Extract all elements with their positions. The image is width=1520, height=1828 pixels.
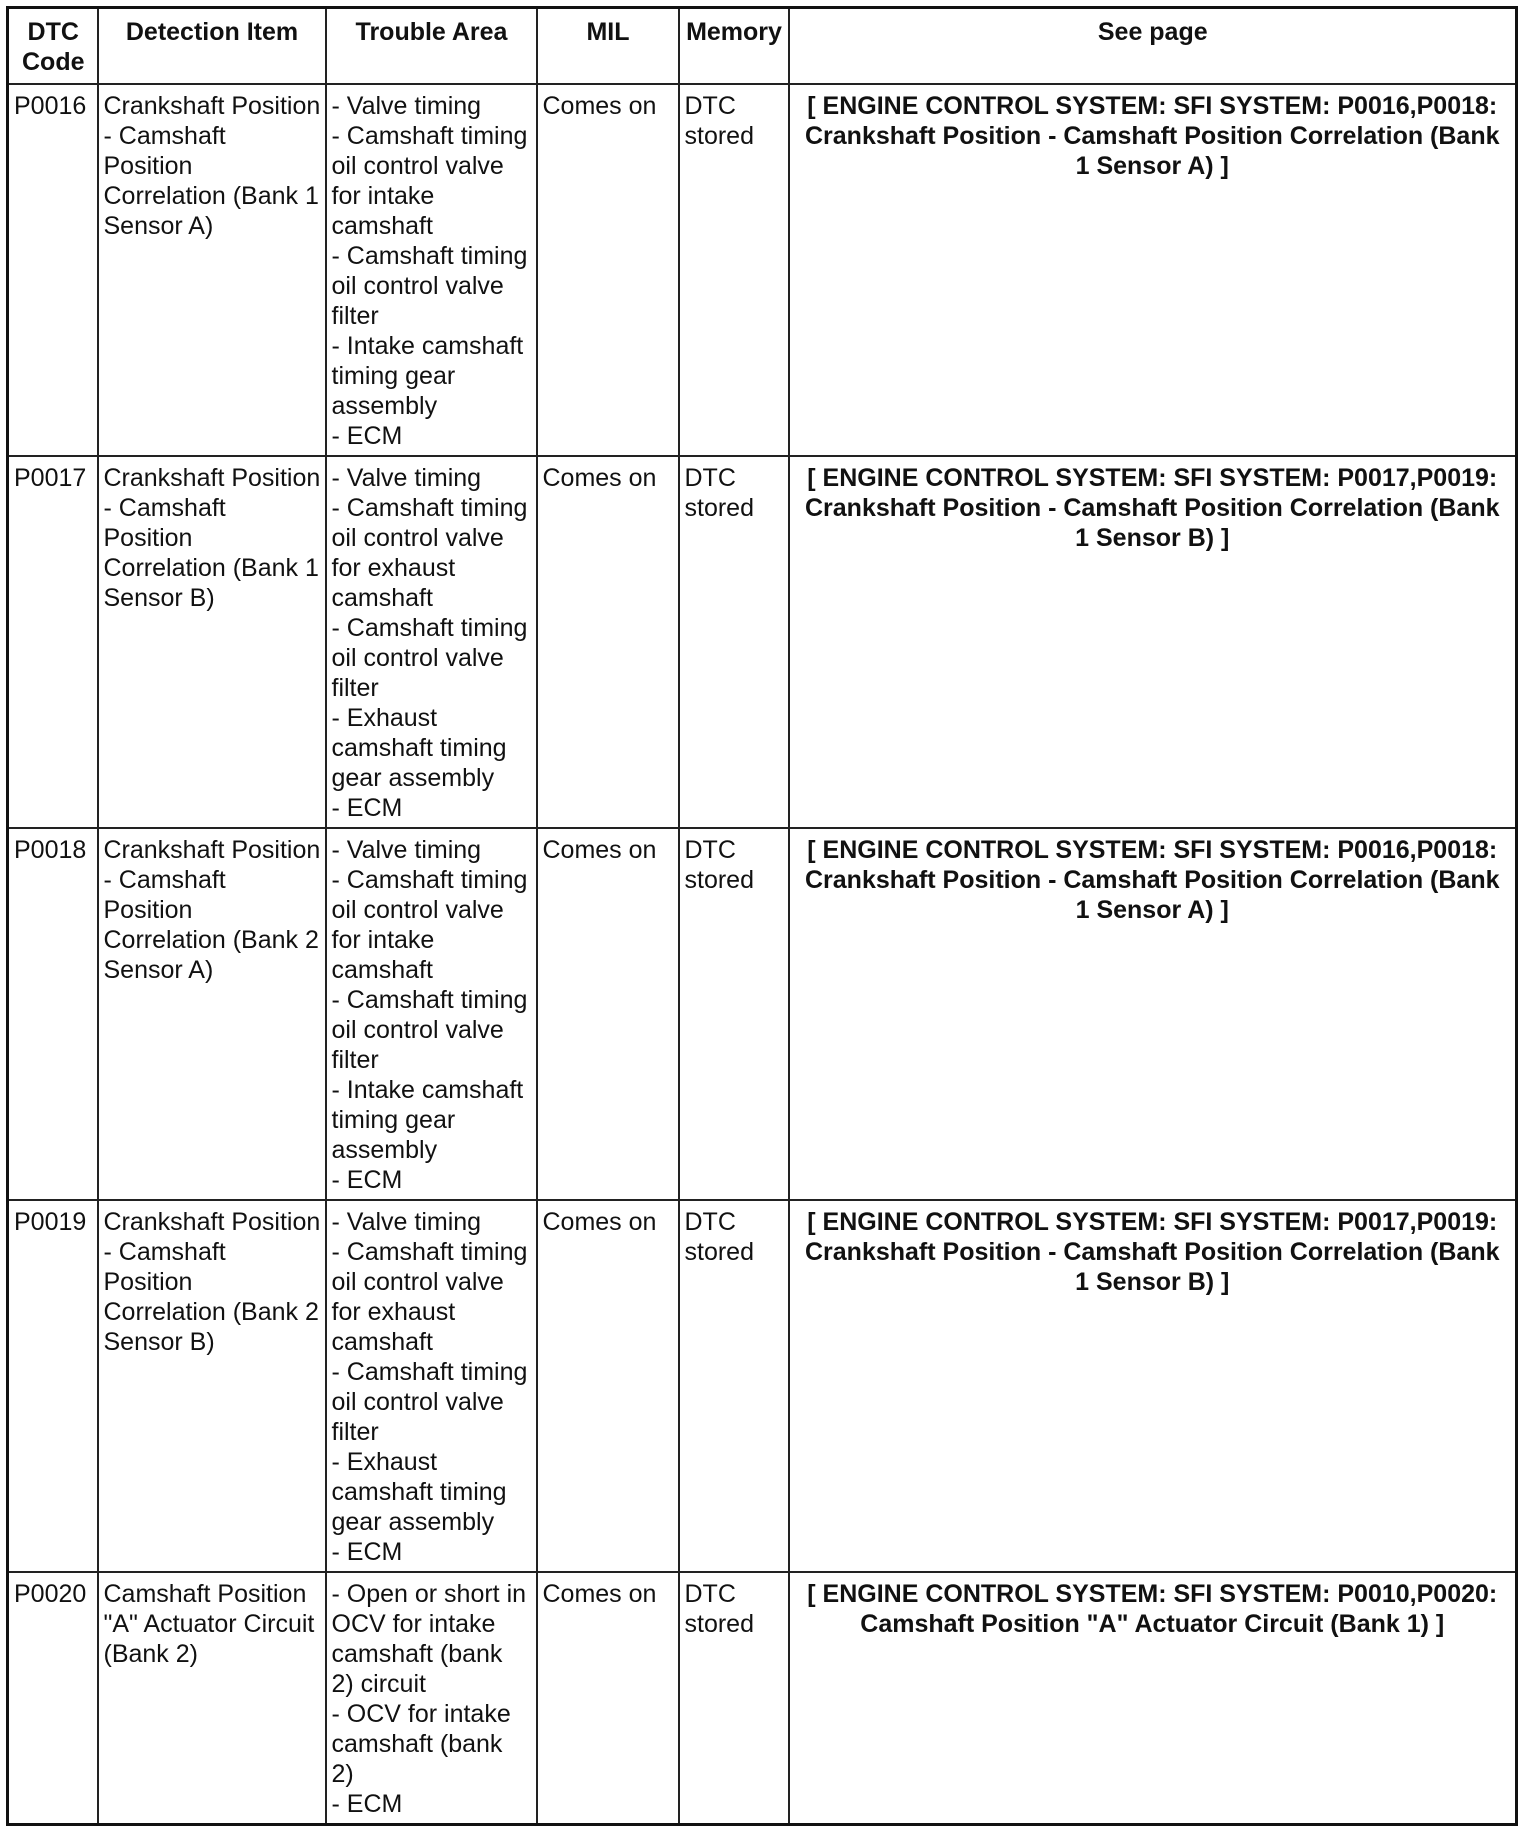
trouble-area-line: - Open or short in OCV for intake camshaft (bank 2) circuit bbox=[331, 1580, 527, 1698]
trouble-area-line: - ECM bbox=[331, 1538, 403, 1566]
trouble-area-line: - Camshaft timing oil control valve for intake camshaft bbox=[331, 866, 528, 984]
dtc-code-cell: P0017 bbox=[8, 456, 98, 828]
table-row bbox=[8, 84, 1517, 456]
table-row bbox=[8, 1200, 1517, 1572]
trouble-area-line: - ECM bbox=[331, 1166, 403, 1194]
trouble-area-cell bbox=[326, 1200, 537, 1572]
table-header-row bbox=[8, 8, 1517, 85]
see-page-link[interactable]: [ ENGINE CONTROL SYSTEM: SFI SYSTEM: P0010,P0020: Camshaft Position "A" Actuator Circuit (Bank 1) ] bbox=[789, 1572, 1517, 1825]
trouble-area-line: - Intake camshaft timing gear assembly bbox=[331, 332, 524, 420]
mil-cell: Comes on bbox=[537, 828, 679, 1200]
trouble-area-line: - Camshaft timing oil control valve for intake camshaft bbox=[331, 122, 528, 240]
header-memory: Memory bbox=[679, 8, 789, 85]
see-page-link[interactable]: [ ENGINE CONTROL SYSTEM: SFI SYSTEM: P0017,P0019: Crankshaft Position - Camshaft Position Correlation (Bank 1 Sensor B) ] bbox=[789, 1200, 1517, 1572]
mil-cell: Comes on bbox=[537, 456, 679, 828]
table-row bbox=[8, 828, 1517, 1200]
trouble-area-line: - Valve timing bbox=[331, 836, 482, 864]
detection-item-cell: Camshaft Position "A" Actuator Circuit (Bank 2) bbox=[98, 1572, 326, 1825]
header-trouble-area: Trouble Area bbox=[326, 8, 537, 85]
trouble-area-line: - ECM bbox=[331, 422, 403, 450]
trouble-area-line: - Valve timing bbox=[331, 1208, 482, 1236]
trouble-area-cell bbox=[326, 1572, 537, 1825]
trouble-area-line: - Camshaft timing oil control valve for exhaust camshaft bbox=[331, 1238, 528, 1356]
trouble-area-line: - Camshaft timing oil control valve filter bbox=[331, 242, 528, 330]
dtc-code-cell: P0018 bbox=[8, 828, 98, 1200]
detection-item-cell: Crankshaft Position - Camshaft Position Correlation (Bank 1 Sensor A) bbox=[98, 84, 326, 456]
see-page-link[interactable]: [ ENGINE CONTROL SYSTEM: SFI SYSTEM: P0017,P0019: Crankshaft Position - Camshaft Position Correlation (Bank 1 Sensor B) ] bbox=[789, 456, 1517, 828]
dtc-table bbox=[6, 6, 1518, 1826]
trouble-area-cell bbox=[326, 456, 537, 828]
trouble-area-line: - Intake camshaft timing gear assembly bbox=[331, 1076, 524, 1164]
detection-item-cell: Crankshaft Position - Camshaft Position Correlation (Bank 1 Sensor B) bbox=[98, 456, 326, 828]
mil-cell: Comes on bbox=[537, 1200, 679, 1572]
trouble-area-line: - Camshaft timing oil control valve for exhaust camshaft bbox=[331, 494, 528, 612]
memory-cell: DTC stored bbox=[679, 1572, 789, 1825]
memory-cell: DTC stored bbox=[679, 828, 789, 1200]
trouble-area-line: - OCV for intake camshaft (bank 2) bbox=[331, 1700, 511, 1788]
mil-cell: Comes on bbox=[537, 1572, 679, 1825]
trouble-area-cell bbox=[326, 828, 537, 1200]
memory-cell: DTC stored bbox=[679, 456, 789, 828]
trouble-area-line: - Camshaft timing oil control valve filter bbox=[331, 1358, 528, 1446]
memory-cell: DTC stored bbox=[679, 1200, 789, 1572]
memory-cell: DTC stored bbox=[679, 84, 789, 456]
detection-item-cell: Crankshaft Position - Camshaft Position Correlation (Bank 2 Sensor B) bbox=[98, 1200, 326, 1572]
trouble-area-line: - Camshaft timing oil control valve filter bbox=[331, 986, 528, 1074]
dtc-table-container bbox=[6, 6, 1515, 1826]
header-mil: MIL bbox=[537, 8, 679, 85]
dtc-code-cell: P0019 bbox=[8, 1200, 98, 1572]
table-row bbox=[8, 456, 1517, 828]
trouble-area-line: - ECM bbox=[331, 794, 403, 822]
detection-item-cell: Crankshaft Position - Camshaft Position Correlation (Bank 2 Sensor A) bbox=[98, 828, 326, 1200]
header-see-page: See page bbox=[789, 8, 1517, 85]
trouble-area-cell bbox=[326, 84, 537, 456]
dtc-code-cell: P0016 bbox=[8, 84, 98, 456]
trouble-area-line: - Exhaust camshaft timing gear assembly bbox=[331, 1448, 507, 1536]
dtc-code-cell: P0020 bbox=[8, 1572, 98, 1825]
see-page-link[interactable]: [ ENGINE CONTROL SYSTEM: SFI SYSTEM: P0016,P0018: Crankshaft Position - Camshaft Position Correlation (Bank 1 Sensor A) ] bbox=[789, 828, 1517, 1200]
see-page-link[interactable]: [ ENGINE CONTROL SYSTEM: SFI SYSTEM: P0016,P0018: Crankshaft Position - Camshaft Position Correlation (Bank 1 Sensor A) ] bbox=[789, 84, 1517, 456]
table-row bbox=[8, 1572, 1517, 1825]
trouble-area-line: - Valve timing bbox=[331, 92, 482, 120]
header-dtc-code: DTC Code bbox=[8, 8, 98, 85]
trouble-area-line: - Camshaft timing oil control valve filter bbox=[331, 614, 528, 702]
mil-cell: Comes on bbox=[537, 84, 679, 456]
trouble-area-line: - ECM bbox=[331, 1790, 403, 1818]
header-detection-item: Detection Item bbox=[98, 8, 326, 85]
trouble-area-line: - Exhaust camshaft timing gear assembly bbox=[331, 704, 507, 792]
trouble-area-line: - Valve timing bbox=[331, 464, 482, 492]
